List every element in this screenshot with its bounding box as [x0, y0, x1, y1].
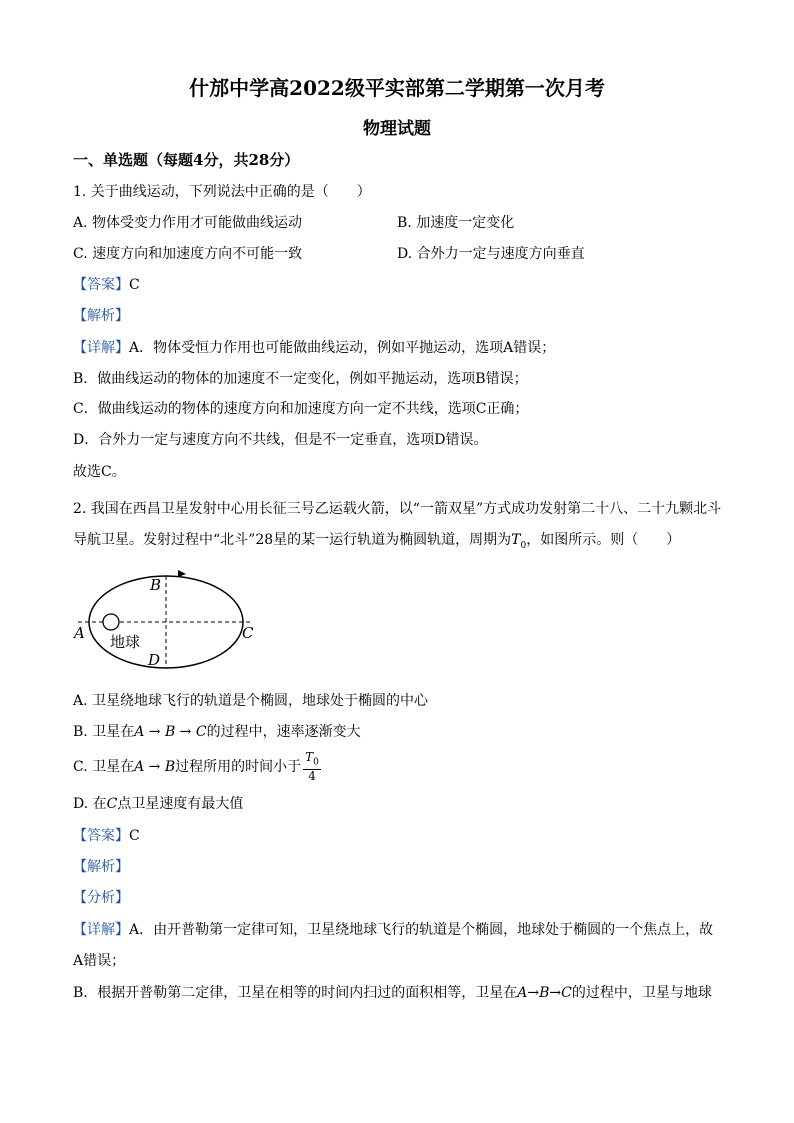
q2-option-d [73, 795, 243, 813]
q2-answer [73, 827, 140, 845]
q2-analysis-tag: 【解析】 [73, 859, 129, 875]
fraction-denominator: 4 [308, 769, 316, 784]
label-a: A [74, 624, 85, 642]
q1-conclusion: 故选C。 [73, 464, 126, 480]
q2-fenxi-tag: 【分析】 [73, 890, 129, 906]
detail-text: A．由开普勒第一定律可知，卫星绕地球飞行的轨道是个椭圆，地球处于椭圆的一个焦点上，故 [129, 922, 714, 938]
q2-option-b [73, 723, 361, 741]
label-c: C [242, 624, 254, 642]
orbit-diagram [68, 565, 268, 675]
detail-text: B．根据开普勒第二定律，卫星在相等的时间内扫过的面积相等，卫星在 [73, 985, 518, 1001]
answer-value: C [129, 277, 140, 293]
q1-stem: 1. 关于曲线运动，下列说法中正确的是（ ） [73, 184, 371, 200]
detail-tag: 【详解】 [73, 922, 129, 938]
q2-detail-1 [73, 921, 713, 939]
q1-detail-1 [73, 339, 555, 357]
answer-value: C [129, 828, 140, 844]
detail-text-end: 的过程中，卫星与地球 [571, 985, 712, 1001]
option-text: B. 卫星在 [73, 724, 135, 740]
option-path: A → B → C [134, 724, 207, 740]
period-symbol: T [511, 532, 521, 548]
q1-option-c: C. 速度方向和加速度方向不可能一致 [73, 246, 303, 262]
q1-option-a: A. 物体受变力作用才可能做曲线运动 [73, 215, 303, 231]
stem-text: 导航卫星。发射过程中“北斗”28星的某一运行轨道为椭圆轨道，周期为 [73, 532, 512, 548]
stem-text-end: ，如图所示。则（ ） [526, 532, 681, 548]
option-text: C. 卫星在 [73, 759, 135, 776]
section-heading: 一、单选题（每题4分，共28分） [73, 151, 300, 169]
period-subscript: 0 [520, 540, 527, 551]
option-text-end: 点卫星速度有最大值 [117, 796, 244, 812]
detail-tag: 【详解】 [73, 340, 129, 356]
answer-tag: 【答案】 [73, 828, 129, 844]
q1-answer [73, 276, 140, 294]
exam-subtitle: 物理试题 [363, 119, 431, 139]
option-text-mid: 过程所用的时间小于 [175, 759, 302, 776]
option-path: A → B [134, 759, 176, 776]
q2-option-c [73, 751, 321, 783]
q2-detail-1b: A错误； [73, 953, 126, 969]
q2-stem-line2 [73, 531, 680, 555]
q2-stem-line1: 2. 我国在西昌卫星发射中心用长征三号乙运载火箭，以“一箭双星”方式成功发射第二十八、二十九颗北斗 [73, 501, 722, 517]
q1-option-d: D. 合外力一定与速度方向垂直 [397, 246, 585, 262]
q1-option-b: B. 加速度一定变化 [397, 215, 515, 231]
detail-path: A→B→C [517, 985, 572, 1001]
answer-tag: 【答案】 [73, 277, 129, 293]
detail-text: A．物体受恒力作用也可能做曲线运动，例如平抛运动，选项A错误； [129, 340, 556, 356]
fraction-numerator-sub: 0 [313, 757, 319, 768]
label-b: B [150, 576, 162, 594]
option-point: C [106, 796, 118, 812]
direction-arrow-icon [178, 570, 186, 577]
fraction-numerator: T [305, 750, 314, 764]
q2-option-a: A. 卫星绕地球飞行的轨道是个椭圆，地球处于椭圆的中心 [73, 693, 429, 709]
q1-analysis-tag: 【解析】 [73, 308, 129, 324]
exam-title: 什邡中学高2022级平实部第二学期第一次月考 [189, 76, 605, 100]
label-earth: 地球 [110, 633, 141, 651]
option-text: D. 在 [73, 796, 107, 812]
label-d: D [148, 651, 161, 669]
q2-detail-2 [73, 984, 712, 1002]
earth-circle [103, 614, 119, 630]
q1-detail-3: C．做曲线运动的物体的速度方向和加速度方向一定不共线，选项C正确； [73, 401, 529, 417]
option-text-end: 的过程中，速率逐渐变大 [206, 724, 361, 740]
q1-detail-4: D．合外力一定与速度方向不共线，但是不一定垂直，选项D错误。 [73, 432, 488, 448]
fraction [303, 751, 321, 783]
q1-detail-2: B．做曲线运动的物体的加速度不一定变化，例如平抛运动，选项B错误； [73, 371, 528, 387]
